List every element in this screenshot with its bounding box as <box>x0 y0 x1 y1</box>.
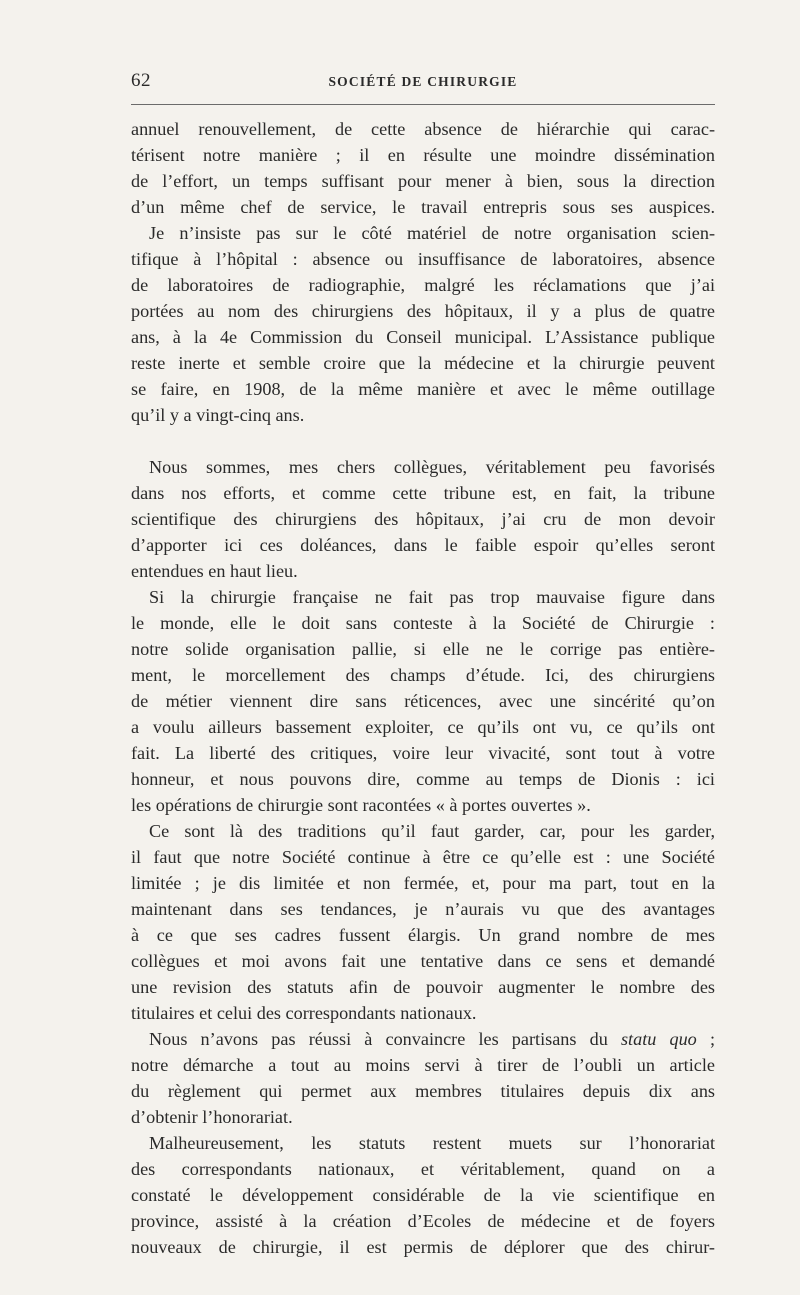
text-line: ment, le morcellement des champs d’étude. Ici, des chirurgiens <box>131 665 715 685</box>
page-header <box>131 70 715 98</box>
text-line: dans nos efforts, et comme cette tribune est, en fait, la tribune <box>131 483 715 503</box>
text-line: province, assisté à la création d’Ecoles de médecine et de foyers <box>131 1211 715 1231</box>
text-line: notre solide organisation pallie, si elle ne le corrige pas entière- <box>131 639 715 659</box>
page-number: 62 <box>131 70 151 91</box>
text-line: scientifique des chirurgiens des hôpitaux, j’ai cru de mon devoir <box>131 509 715 529</box>
text-line: a voulu ailleurs bassement exploiter, ce qu’ils ont vu, ce qu’ils ont <box>131 717 715 737</box>
text-line: Je n’insiste pas sur le côté matériel de notre organisation scien- <box>149 223 715 243</box>
text-run: ; <box>696 1029 715 1049</box>
text-line: limitée ; je dis limitée et non fermée, et, pour ma part, tout en la <box>131 873 715 893</box>
paragraph <box>131 818 715 1026</box>
paragraph <box>131 454 715 584</box>
text-line: Malheureusement, les statuts restent muets sur l’honorariat <box>149 1133 715 1153</box>
paragraph <box>131 1026 715 1130</box>
text-line: titulaires et celui des correspondants nationaux. <box>131 1003 477 1023</box>
text-line: notre démarche a tout au moins servi à tirer de l’oubli un article <box>131 1055 715 1075</box>
text-line: tifique à l’hôpital : absence ou insuffisance de laboratoires, absence <box>131 249 715 269</box>
header-rule <box>131 104 715 105</box>
text-line: le monde, elle le doit sans conteste à la Société de Chirurgie : <box>131 613 715 633</box>
text-line: collègues et moi avons fait une tentative dans ce sens et demandé <box>131 951 715 971</box>
text-line: annuel renouvellement, de cette absence de hiérarchie qui carac- <box>131 119 715 139</box>
text-line: qu’il y a vingt-cinq ans. <box>131 405 305 425</box>
text-line: se faire, en 1908, de la même manière et avec le même outillage <box>131 379 715 399</box>
text-line: une revision des statuts afin de pouvoir augmenter le nombre des <box>131 977 715 997</box>
section-gap <box>131 428 715 454</box>
running-title: SOCIÉTÉ DE CHIRURGIE <box>328 74 518 89</box>
text-line: de métier viennent dire sans réticences, avec une sincérité qu’on <box>131 691 715 711</box>
paragraph <box>131 1130 715 1260</box>
text-line: reste inerte et semble croire que la médecine et la chirurgie peuvent <box>131 353 715 373</box>
text-line: d’obtenir l’honorariat. <box>131 1107 293 1127</box>
text-line: entendues en haut lieu. <box>131 561 298 581</box>
text-line: ans, à la 4e Commission du Conseil municipal. L’Assistance publique <box>131 327 715 347</box>
text-line: Si la chirurgie française ne fait pas trop mauvaise figure dans <box>149 587 715 607</box>
paragraph <box>131 220 715 428</box>
text-line: du règlement qui permet aux membres titulaires depuis dix ans <box>131 1081 715 1101</box>
paragraph <box>131 584 715 818</box>
text-line: des correspondants nationaux, et véritablement, quand on a <box>131 1159 715 1179</box>
text-line: nouveaux de chirurgie, il est permis de déplorer que des chirur- <box>131 1237 715 1257</box>
text-line: il faut que notre Société continue à être ce qu’elle est : une Société <box>131 847 715 867</box>
text-line: portées au nom des chirurgiens des hôpitaux, il y a plus de quatre <box>131 301 715 321</box>
text-line: Nous sommes, mes chers collègues, véritablement peu favorisés <box>149 457 715 477</box>
text-run: Nous n’avons pas réussi à convaincre les partisans du <box>149 1029 621 1049</box>
text-line: de l’effort, un temps suffisant pour mener à bien, sous la direction <box>131 171 715 191</box>
text-line: constaté le développement considérable de la vie scientifique en <box>131 1185 715 1205</box>
text-line: d’apporter ici ces doléances, dans le faible espoir qu’elles seront <box>131 535 715 555</box>
paragraph <box>131 116 715 220</box>
text-line: térisent notre manière ; il en résulte une moindre dissémination <box>131 145 715 165</box>
text-line: d’un même chef de service, le travail entrepris sous ses auspices. <box>131 197 715 217</box>
text-line: à ce que ses cadres fussent élargis. Un grand nombre de mes <box>131 925 715 945</box>
text-line: Ce sont là des traditions qu’il faut garder, car, pour les garder, <box>149 821 715 841</box>
text-line <box>131 1026 715 1052</box>
text-line: fait. La liberté des critiques, voire leur vivacité, sont tout à votre <box>131 743 715 763</box>
text-line: maintenant dans ses tendances, je n’aurais vu que des avantages <box>131 899 715 919</box>
italic-phrase: statu quo <box>620 1029 697 1049</box>
text-line: de laboratoires de radiographie, malgré les réclamations que j’ai <box>131 275 715 295</box>
text-line: honneur, et nous pouvons dire, comme au temps de Dionis : ici <box>131 769 715 789</box>
body-text <box>131 116 715 1260</box>
text-line: les opérations de chirurgie sont racontées « à portes ouvertes ». <box>131 795 591 815</box>
